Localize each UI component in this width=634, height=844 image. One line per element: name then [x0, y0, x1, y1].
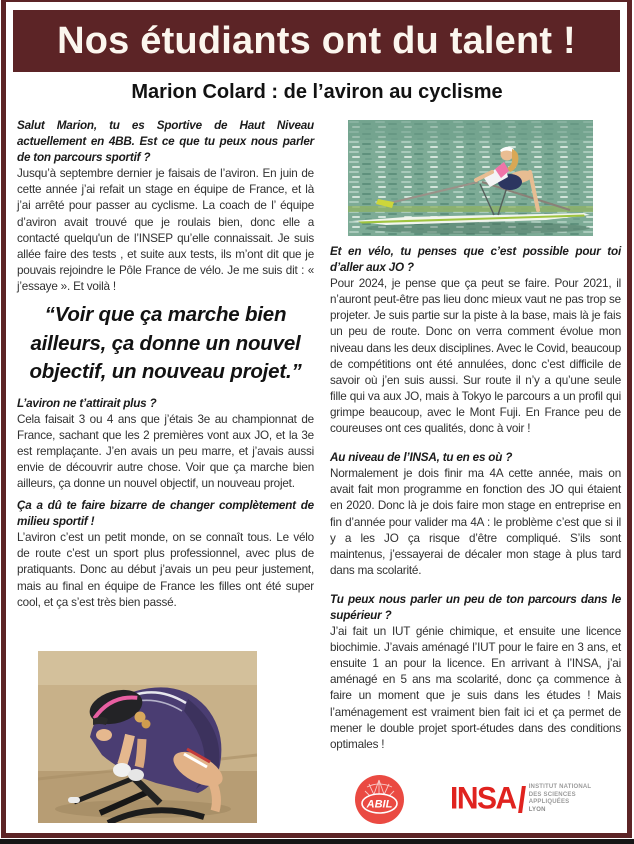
article-subtitle: Marion Colard : de l’aviron au cyclisme [131, 81, 503, 103]
insa-logo-bar [518, 786, 526, 813]
insa-logo [450, 781, 592, 816]
page-bottom-edge [0, 839, 634, 844]
qa-block-milieu [17, 498, 314, 611]
right-column [330, 118, 621, 766]
rowing-photo [348, 120, 593, 236]
qa-block-aviron [17, 396, 314, 493]
answer-aviron: Cela faisait 3 ou 4 ans que j’étais 3e au championnat de France, sachant que les 2 premières vont aux JO, et la 3e est remplaçante. J’en avais un peu marre, et j’avais aussi envie de découvrir autre chose. Voir que ça marche bien ailleurs, ça donne un nouvel objectif, un nouveau projet. [17, 412, 314, 490]
question-superieur: Tu peux nous parler un peu de ton parcours dans le supérieur ? [330, 592, 621, 622]
answer-jo: Pour 2024, je pense que ça peut se faire. Pour 2021, il n’auront peut-être pas lieu donc mieux vaut ne pas trop se projeter. Je suis partie sur la piste à la base, mais là je fais un peu de route. Donc on verra comment évolue mon niveau dans les deux disciplines. Avec le Covid, beaucoup de compétitions ont été annulées, donc c’est difficile de savoir où j’en suis aussi. Sur route il n’y a qu’une seule fille qui va aux JO, mais à Tokyo le parcours a un profil qui grimpe beaucoup, avec le Mont Fuji. En France peu de coureuses ont ces qualités, donc à voir ! [330, 277, 621, 436]
question-parcours: Salut Marion, tu es Sportive de Haut Niveau actuellement en 4BB. Est ce que tu peux nous parler de ton parcours sportif ? [17, 119, 314, 165]
title-banner [13, 10, 620, 72]
left-column [17, 118, 314, 617]
insa-subtext-line1: INSTITUT NATIONAL [528, 784, 592, 790]
question-jo: Et en vélo, tu penses que c’est possible pour toi d’aller aux JO ? [330, 245, 621, 275]
qa-block-superieur [330, 592, 621, 753]
page-title: Nos étudiants ont du talent ! [57, 19, 576, 62]
logos-row [330, 770, 621, 828]
insa-logo-subtext [529, 784, 592, 814]
abil-logo [353, 773, 406, 826]
abil-logo-text: ABIL [366, 798, 393, 810]
question-aviron: L’aviron ne t’attirait plus ? [17, 396, 157, 410]
insa-logo-text: INSA [450, 781, 516, 816]
pull-quote: “Voir que ça marche bien ailleurs, ça donne un nouvel objectif, un nouveau projet.” [29, 303, 302, 384]
qa-block-jo [330, 244, 621, 437]
cycling-photo [38, 651, 257, 823]
answer-milieu: L’aviron c’est un petit monde, on se connaît tous. Le vélo de route c’est un sport plus professionnel, avec plus de pratiquants. Donc au début j’avais un peu peur justement, mais au final en équipe de France les filles ont été super cool, et ça s’est très bien passé. [17, 531, 314, 609]
question-milieu: Ça a dû te faire bizarre de changer complètement de milieu sportif ! [17, 499, 314, 529]
answer-superieur: J’ai fait un IUT génie chimique, et ensuite une licence biochimie. J’avais aménagé l’IUT pour le faire en 3 ans, et ensuite 1 an pour la licence. En arrivant à l’INSA, j’ai aménagé en 5 ans ma scolarité, donc ça commence à faire un moment que je suis dans les études ! Mais l’aménagement est vraiment bien fait ici et ça permet de mener le double projet sport-études dans des conditions optimales ! [330, 625, 621, 751]
question-insa: Au niveau de l’INSA, tu en es où ? [330, 451, 513, 465]
insa-subtext-line4: LYON [528, 806, 546, 813]
qa-block-parcours [17, 118, 314, 295]
qa-block-insa [330, 450, 621, 579]
answer-insa: Normalement je dois finir ma 4A cette année, mais on avait fait mon programme en fonction des JO qui étaient en 2020. Donc là je dois faire mon stage en entreprise en fin d’année pour valider ma 4A : le problème c’est que si il y a les JO ça risque d’être compliqué. S’ils sont maintenus, j’essayerai de décaler mon stage à plus tard dans ma scolarité. [330, 467, 621, 577]
insa-subtext-line3: APPLIQUÉES [528, 799, 570, 805]
answer-parcours: Jusqu’à septembre dernier je faisais de l’aviron. En juin de cette année j’ai refait un stage en équipe de France, et là j’ai arrêté pour passer au cyclisme. La coach de l’ équipe d’aviron avait trouvé que je roulais bien, donc elle a contacté quelqu'un de l’INSEP qu’elle connaissait. Je suis allée faire des tests , et suite aux tests, ils m’ont dit que je pouvais rejoindre le Pôle France de vélo. Je me suis dit : « j’essaye ». Et voilà ! [17, 167, 314, 293]
insa-subtext-line2: DES SCIENCES [528, 791, 576, 798]
